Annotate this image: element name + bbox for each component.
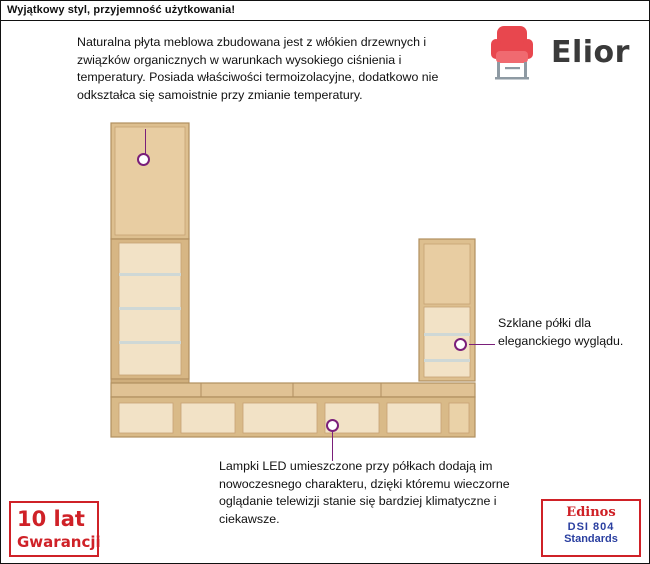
certificate-badge [541,499,641,557]
brand-logo [479,21,645,85]
callout-text-glass: Szklane półki dla eleganckiego wyglądu. [498,316,624,348]
brand-name: Elior [551,35,630,70]
tv-stand [111,383,475,437]
page-title: Wyjątkowy styl, przyjemność użytkowania! [7,4,236,16]
warranty-badge [9,501,99,557]
tall-right-cabinet [419,239,475,381]
leader-line-led [332,431,333,461]
certificate-standards: Standards [564,533,618,545]
callout-dot-led [326,419,339,432]
living-room-wall-unit-illustration [101,121,501,441]
callout-dot-glass [454,338,467,351]
warranty-years: 10 lat [17,507,85,531]
callout-dot-board [137,153,150,166]
callout-text-led: Lampki LED umieszczone przy półkach dodają im nowoczesnego charakteru, dzięki któremu wieczorne oglądanie telewizji stanie się bardziej klimatyczne i ciekawsze. [219,459,510,526]
header-bar [1,1,650,21]
callout-text-board: Naturalna płyta meblowa zbudowana jest z włókien drzewnych i związków organicznych w warunkach wysokiego ciśnienia i temperatury. Posiada właściwości termoizolacyjne, dodatkowo nie odkształca się samoistnie przy zmianie temperatury. [77,35,439,102]
warranty-label: Gwarancji [17,533,101,551]
tall-left-cabinet [111,123,189,391]
certificate-name: Edinos [566,505,616,520]
armchair-icon [485,23,547,83]
leader-line-glass [469,344,495,345]
certificate-code: DSI 804 [567,521,615,533]
